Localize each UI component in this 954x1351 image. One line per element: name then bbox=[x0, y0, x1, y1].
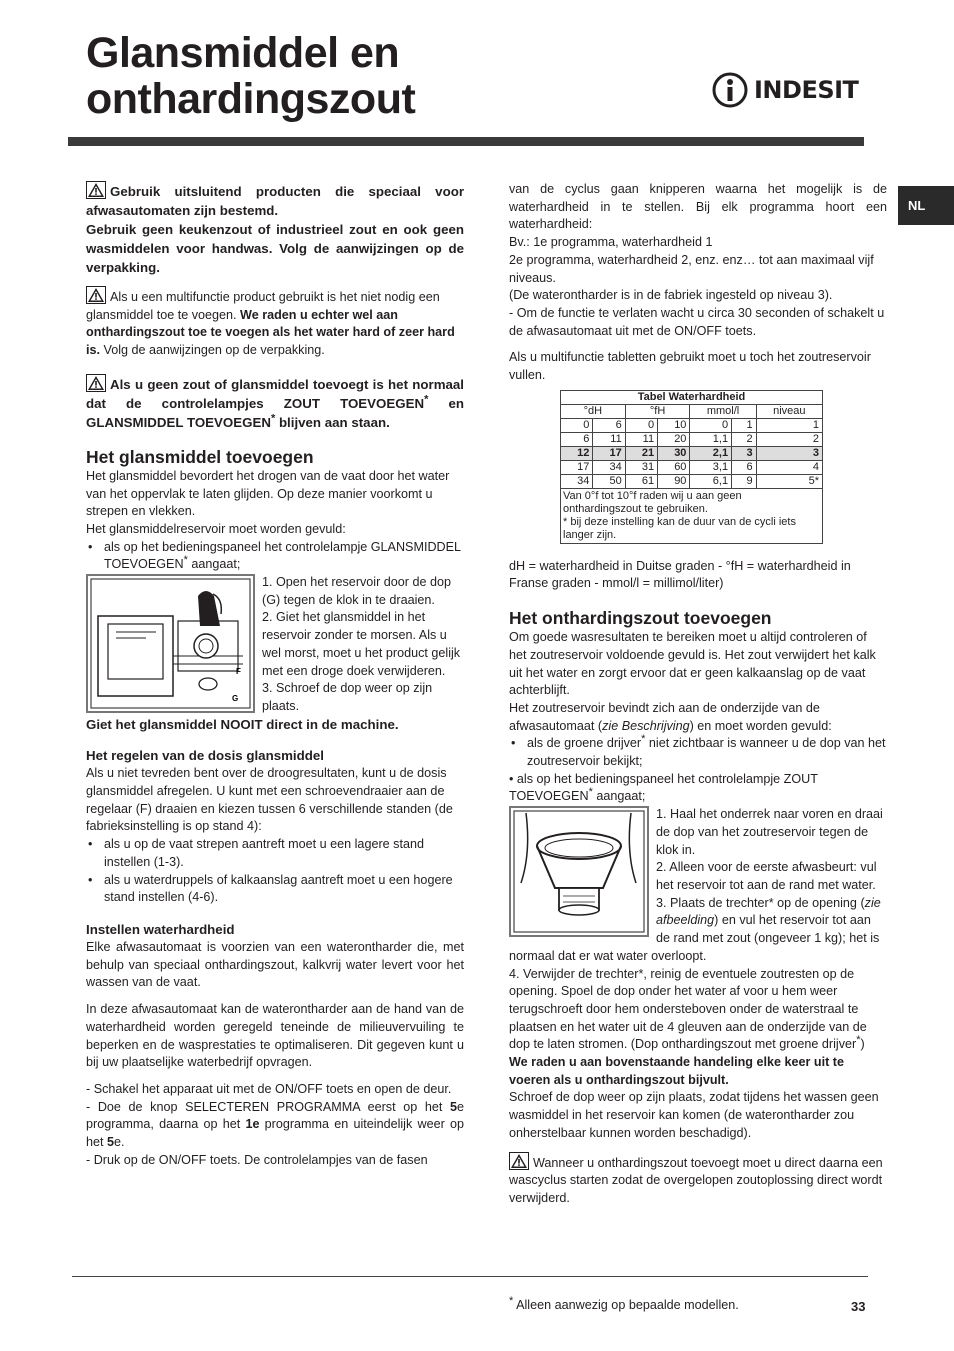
brand-logo bbox=[712, 72, 858, 108]
table-title: Tabel Waterhardheid bbox=[561, 390, 823, 404]
salt-step4-b: ) bbox=[860, 1037, 865, 1052]
table-header-row bbox=[561, 404, 823, 418]
table-header-mmol: mmol/l bbox=[690, 404, 756, 418]
rinse-aid-bullet-text: als op het bedieningspaneel het controlelampje GLANSMIDDEL TOEVOEGEN bbox=[104, 539, 461, 572]
svg-text:G: G bbox=[232, 694, 239, 704]
salt-bullet-1 bbox=[509, 735, 887, 770]
warning-indicator-text-b: en GLANSMIDDEL TOEVOEGEN bbox=[86, 395, 464, 430]
table-cell: 0 bbox=[690, 418, 732, 432]
salt-p2-c: ) en moet worden gevuld: bbox=[689, 718, 832, 733]
salt-paragraph-3: Schroef de dop weer op zijn plaats, zodat tijdens het wassen geen wasmiddel in het reservoir kan komen (de waterontharder zou onherstelbaar kunnen worden beschadigd). bbox=[509, 1090, 879, 1140]
salt-step-4 bbox=[509, 966, 887, 1055]
table-header-fh: °fH bbox=[625, 404, 690, 418]
table-cell: 9 bbox=[732, 474, 757, 488]
example-program-2: 2e programma, waterhardheid 2, enz. enz… tot aan maximaal vijf niveaus. bbox=[509, 252, 874, 285]
table-cell: 10 bbox=[658, 418, 690, 432]
table-cell: 6,1 bbox=[690, 474, 732, 488]
table-cell: 3 bbox=[732, 446, 757, 460]
warning-multifunction-text-c: Volg de aanwijzingen op de verpakking. bbox=[103, 343, 325, 358]
hardness-units-legend: dH = waterhardheid in Duitse graden - °fH = waterhardheid in Franse graden - mmol/l = millimol/liter) bbox=[509, 558, 851, 591]
page-title-line1: Glansmiddel en bbox=[86, 29, 400, 77]
salt-paragraph-1: Om goede wasresultaten te bereiken moet u altijd controleren of het zoutreservoir voldoende gevuld is. Het zout verwijdert het kalk uit het water en zorgt ervoor dat er geen kalkaanslag op de vaat achterblijft. bbox=[509, 630, 876, 698]
header-rule bbox=[68, 137, 864, 146]
rinse-aid-intro: Het glansmiddel bevordert het drogen van de vaat door het water van het oppervlak te laten glijden. Op deze manier voorkomt u strepen en vlekken. bbox=[86, 468, 450, 519]
salt-funnel-illustration bbox=[509, 806, 649, 937]
table-cell: 11 bbox=[625, 432, 657, 446]
table-cell: 3 bbox=[756, 446, 822, 460]
hardness-step2-g: e. bbox=[114, 1135, 125, 1150]
warning-triangle-icon bbox=[86, 286, 106, 304]
dosage-heading: Het regelen van de dosis glansmiddel bbox=[86, 748, 324, 764]
table-row bbox=[561, 432, 823, 446]
footnote-star: * bbox=[270, 412, 276, 425]
table-cell: 1,1 bbox=[690, 432, 732, 446]
table-cell: 0 bbox=[561, 418, 593, 432]
hardness-step2-c: e programma, daarna op het bbox=[86, 1099, 464, 1132]
table-cell: 21 bbox=[625, 446, 657, 460]
footnote-star: * bbox=[588, 786, 593, 799]
salt-p2-b: zie Beschrijving bbox=[602, 718, 690, 733]
footnote bbox=[509, 1294, 739, 1312]
salt-step3-b: zie afbeelding bbox=[656, 895, 881, 928]
table-cell: 11 bbox=[593, 432, 625, 446]
table-cell: 60 bbox=[658, 460, 690, 474]
warning-multifunction bbox=[86, 286, 464, 360]
table-cell: 2 bbox=[756, 432, 822, 446]
table-header-dh: °dH bbox=[561, 404, 626, 418]
salt-bullet-2 bbox=[509, 771, 887, 806]
salt-step-2: 2. Alleen voor de eerste afwasbeurt: vul het reservoir tot aan de rand met water. bbox=[656, 860, 877, 892]
water-hardness-step-1: - Schakel het apparaat uit met de ON/OFF toets en open de deur. bbox=[86, 1081, 452, 1096]
warning-indicator-text-c: blijven aan staan. bbox=[278, 414, 390, 430]
hardness-step2-e: programma en uiteindelijk weer op het bbox=[86, 1117, 464, 1150]
table-cell: 17 bbox=[593, 446, 625, 460]
svg-text:F: F bbox=[236, 667, 241, 677]
footnote-star: * bbox=[424, 393, 429, 406]
table-note-2: * bij deze instelling kan de duur van de cycli iets langer zijn. bbox=[563, 515, 796, 541]
warning-indicator-text-a: Als u geen zout of glansmiddel toevoegt is het normaal dat de controlelampjes ZOUT TOEVOEGEN bbox=[86, 376, 464, 411]
table-cell: 12 bbox=[561, 446, 593, 460]
table-cell: 3,1 bbox=[690, 460, 732, 474]
salt-b1-a: als de groene drijver bbox=[527, 736, 642, 751]
multifunction-tablets-note: Als u multifunctie tabletten gebruikt moet u toch het zoutreservoir vullen. bbox=[509, 350, 871, 383]
example-program-1: Bv.: 1e programma, waterhardheid 1 bbox=[509, 235, 713, 250]
left-column bbox=[86, 181, 464, 1169]
salt-step-1: 1. Haal het onderrek naar voren en draai de dop van het zoutreservoir tegen de klok in. bbox=[656, 807, 883, 857]
salt-p2-a: Het zoutreservoir bevindt zich aan de onderzijde van de afwasautomaat ( bbox=[509, 700, 820, 733]
table-note bbox=[561, 488, 823, 543]
dosage-paragraph: Als u niet tevreden bent over de droogresultaten, kunt u de dosis glansmiddel afregelen. U kunt met een schroevendraaier aan de regelaar (F) draaien en kiezen tussen 6 verschillende standen (de fabrieksinstelling is op stand 4): bbox=[86, 766, 453, 834]
water-hardness-heading: Instellen waterhardheid bbox=[86, 921, 235, 937]
warning-triangle-icon bbox=[86, 374, 106, 392]
salt-paragraph-2 bbox=[509, 700, 887, 735]
exit-function-note: - Om de functie te verlaten wacht u circa 30 seconden of schakelt u de afwasautomaat uit met de ON/OFF toets. bbox=[509, 305, 885, 338]
salt-step3-c: ) en vul het reservoir tot aan de rand met zout (ongeveer 1 kg); het is normaal dat er wat water overloopt. bbox=[509, 913, 880, 963]
warning-triangle-icon bbox=[86, 181, 106, 199]
table-cell: 5* bbox=[756, 474, 822, 488]
table-cell: 4 bbox=[756, 460, 822, 474]
rinse-aid-dispenser-illustration bbox=[86, 574, 255, 713]
cycle-lights-paragraph: van de cyclus gaan knipperen waarna het mogelijk is de waterhardheid in te stellen. Bij elk programma hoort een waterhardheid: bbox=[509, 182, 887, 232]
page-title bbox=[86, 30, 415, 122]
table-cell: 34 bbox=[561, 474, 593, 488]
water-hardness-p1: Elke afwasautomaat is voorzien van een waterontharder die, met behulp van speciaal onthardingszout, kalkvrij water levert voor het wassen van de vaat. bbox=[86, 939, 464, 990]
table-cell: 30 bbox=[658, 446, 690, 460]
salt-heading: Het onthardingszout toevoegen bbox=[509, 608, 772, 629]
language-tab: NL bbox=[898, 186, 954, 225]
salt-step3-a: 3. Plaats de trechter* op de opening ( bbox=[656, 895, 865, 910]
rinse-aid-step-1: 1. Open het reservoir door de dop (G) tegen de klok in te draaien. bbox=[262, 575, 452, 607]
table-cell: 50 bbox=[593, 474, 625, 488]
table-row bbox=[561, 418, 823, 432]
footnote-star: * bbox=[641, 733, 646, 746]
table-cell: 17 bbox=[561, 460, 593, 474]
table-cell: 2 bbox=[732, 432, 757, 446]
hardness-step2-b: 5 bbox=[449, 1099, 457, 1114]
hardness-step2-f: 5 bbox=[107, 1135, 115, 1150]
table-note-1: Van 0°f tot 10°f raden wij u aan geen onthardingszout te gebruiken. bbox=[563, 489, 742, 515]
water-hardness-p2: In deze afwasautomaat kan de waterontharder aan de hand van de waterhardheid worden geregeld teneinde de milieuvervuiling te beperken en de wasprestaties te optimaliseren. Dit gegeven kunt u bij uw plaatselijke waterbedrijf opvragen. bbox=[86, 1002, 464, 1070]
salt-step4-a: 4. Verwijder de trechter*, reinig de eventuele zoutresten op de opening. Spoel de dop onder het water af voor u hem weer terugschroeft door hem ondersteboven onder de waterstraal te plaatsen en het water uit de 4 gleuven aan de onderzijde van de dop te laten stromen. (Dop onthardingszout met groene drijver bbox=[509, 966, 867, 1052]
footnote-star: * bbox=[856, 1034, 861, 1047]
warning-multifunction-text-a: Als u een multifunctie product gebruikt is het niet nodig een glansmiddel toe te voegen. bbox=[86, 290, 440, 322]
salt-b1-b: niet zichtbaar is wanneer u de dop van het zoutreservoir bekijkt; bbox=[527, 736, 886, 769]
footnote-text: Alleen aanwezig op bepaalde modellen. bbox=[516, 1298, 739, 1312]
table-row bbox=[561, 460, 823, 474]
warning-products bbox=[86, 181, 464, 277]
warning-indicator-lights bbox=[86, 374, 464, 432]
table-header-level: niveau bbox=[756, 404, 822, 418]
rinse-aid-bullet-tail: aangaat; bbox=[191, 557, 241, 572]
page-number: 33 bbox=[851, 1299, 866, 1314]
table-row-default bbox=[561, 446, 823, 460]
hardness-step2-d: 1e bbox=[245, 1117, 260, 1132]
table-cell: 6 bbox=[732, 460, 757, 474]
rinse-aid-steps bbox=[86, 574, 464, 716]
salt-b2-b: aangaat; bbox=[592, 789, 646, 804]
brand-name: INDESIT bbox=[754, 76, 859, 104]
table-cell: 20 bbox=[658, 432, 690, 446]
table-cell: 1 bbox=[756, 418, 822, 432]
hardness-step2-a: - Doe de knop SELECTEREN PROGRAMMA eerst op het bbox=[86, 1099, 450, 1114]
table-cell: 31 bbox=[625, 460, 657, 474]
warning-products-line1: Gebruik uitsluitend producten die speciaal voor afwasautomaten zijn bestemd. bbox=[86, 184, 464, 218]
warning-triangle-icon bbox=[509, 1152, 529, 1170]
right-column bbox=[509, 181, 887, 1208]
dosage-bullet-2: • als u waterdruppels of kalkaanslag aantreft moet u een hogere stand instellen (4-6). bbox=[86, 872, 464, 907]
warning-products-line2: Gebruik geen keukenzout of industrieel zout en ook geen wasmiddelen voor handwas. Volg de aanwijzingen op de verpakking. bbox=[86, 222, 464, 275]
rinse-aid-never-direct: Giet het glansmiddel NOOIT direct in de machine. bbox=[86, 716, 399, 732]
table-cell: 34 bbox=[593, 460, 625, 474]
table-cell: 6 bbox=[561, 432, 593, 446]
footer-rule bbox=[72, 1276, 868, 1277]
table-cell: 90 bbox=[658, 474, 690, 488]
dosage-bullet-1: • als u op de vaat strepen aantreft moet u een lagere stand instellen (1-3). bbox=[86, 836, 464, 871]
rinse-aid-bullet bbox=[86, 539, 464, 574]
salt-b2-a: • als op het bedieningspaneel het controlelampje ZOUT TOEVOEGEN bbox=[509, 771, 818, 804]
rinse-aid-heading: Het glansmiddel toevoegen bbox=[86, 446, 314, 467]
rinse-aid-step-2: 2. Giet het glansmiddel in het reservoir zonder te morsen. Als u wel morst, moet u het product gelijk met een droge doek verwijderen. bbox=[262, 610, 461, 678]
water-hardness-step-3: - Druk op de ON/OFF toets. De controlelampjes van de fasen bbox=[86, 1152, 428, 1167]
table-row bbox=[561, 474, 823, 488]
table-cell: 1 bbox=[732, 418, 757, 432]
table-cell: 61 bbox=[625, 474, 657, 488]
table-cell: 0 bbox=[625, 418, 657, 432]
salt-advice: We raden u aan bovenstaande handeling elke keer uit te voeren als u onthardingszout bijvult. bbox=[509, 1055, 845, 1087]
footnote-star: * bbox=[183, 554, 188, 567]
water-hardness-step-2 bbox=[86, 1099, 464, 1152]
factory-setting-note: (De waterontharder is in de fabriek ingesteld op niveau 3). bbox=[509, 288, 833, 303]
salt-steps bbox=[509, 806, 887, 965]
footnote-star: * bbox=[509, 1294, 514, 1307]
table-cell: 2,1 bbox=[690, 446, 732, 460]
warning-multifunction-text-b: We raden u echter wel aan onthardingszout toe te voegen als het water hard of zeer hard is. bbox=[86, 307, 455, 358]
rinse-aid-step-3: 3. Schroef de dop weer op zijn plaats. bbox=[262, 681, 433, 713]
rinse-aid-fill-intro: Het glansmiddelreservoir moet worden gevuld: bbox=[86, 521, 346, 536]
water-hardness-table bbox=[560, 390, 823, 544]
salt-warning bbox=[509, 1152, 887, 1208]
table-cell: 6 bbox=[593, 418, 625, 432]
page-title-line2: onthardingszout bbox=[86, 75, 416, 123]
indesit-i-logo-icon bbox=[712, 72, 748, 108]
salt-warning-text: Wanneer u onthardingszout toevoegt moet u direct daarna een wascyclus starten zodat de overgelopen zoutoplossing direct wordt verwijderd. bbox=[509, 1155, 883, 1205]
